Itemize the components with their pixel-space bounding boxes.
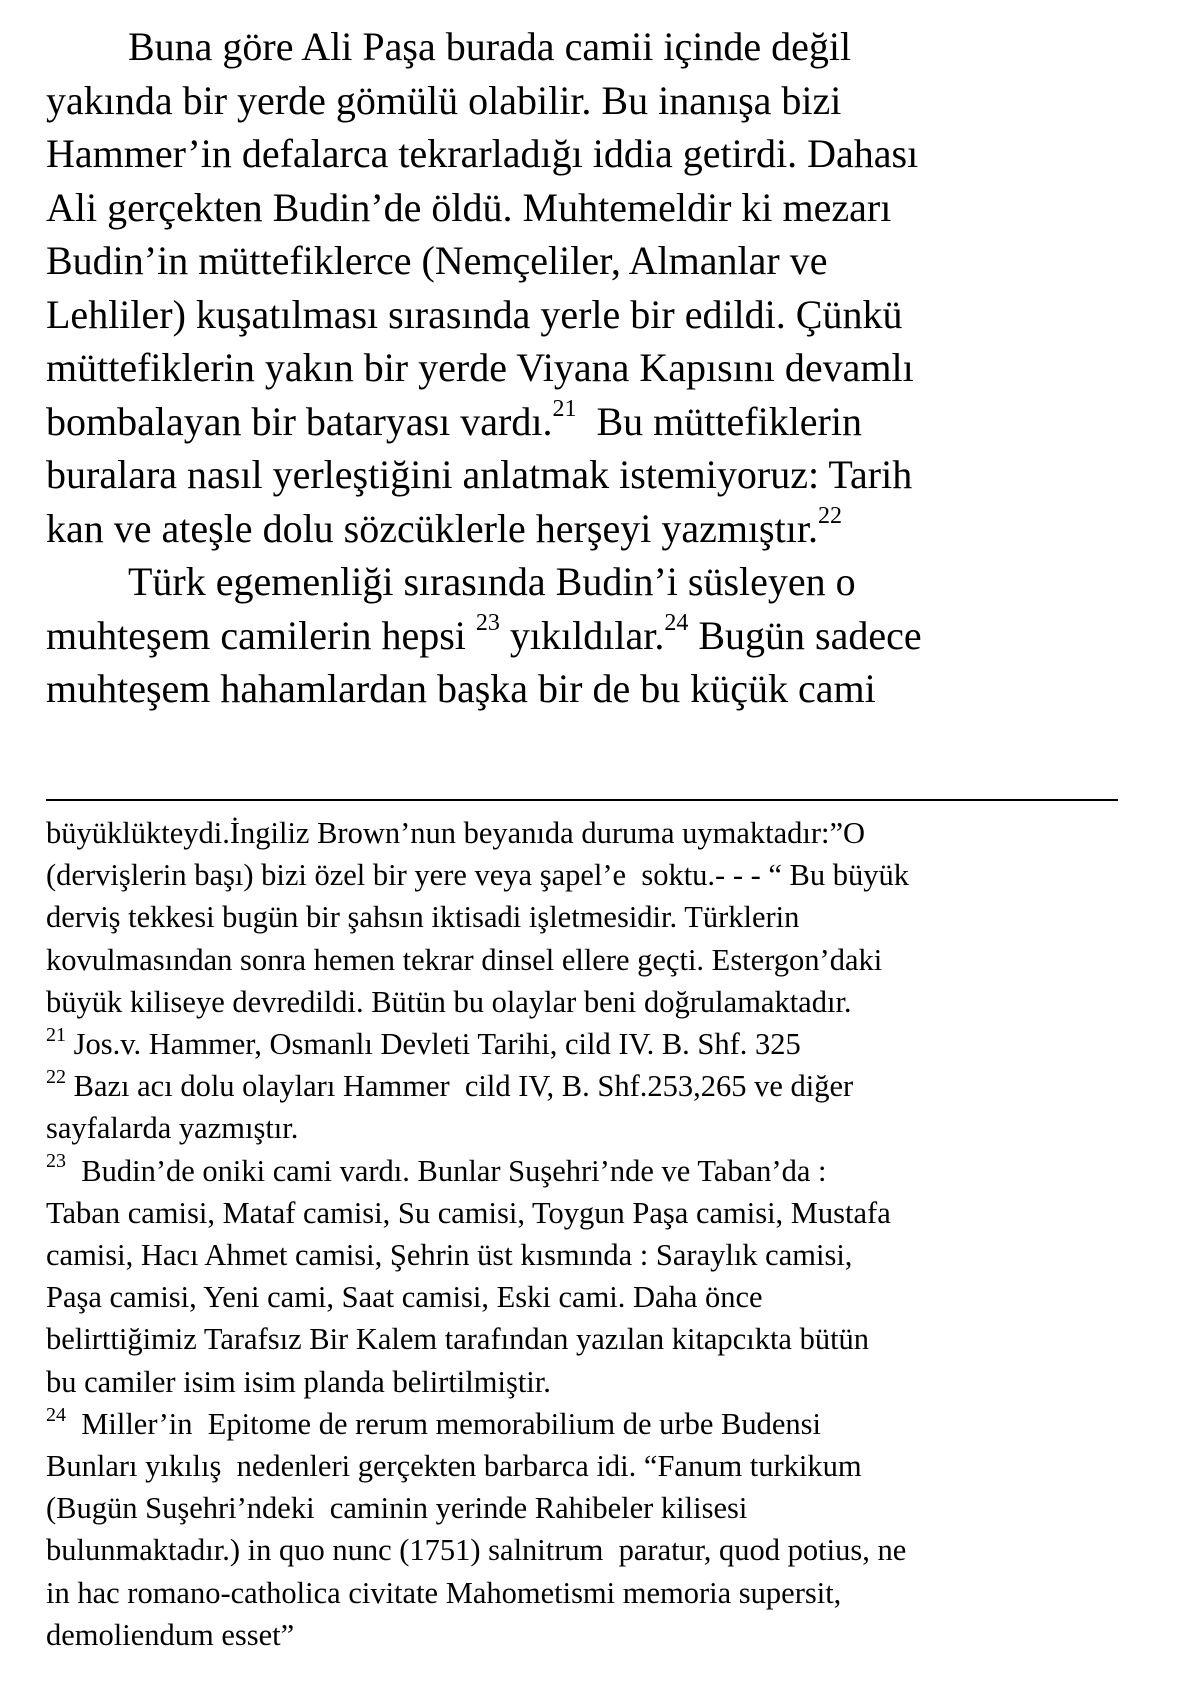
main-line-3: Hammer’in defalarca tekrarladığı iddia getirdi. Dahası <box>46 131 919 176</box>
main-line-6: Lehliler) kuşatılması sırasında yerle bir edildi. Çünkü <box>46 291 903 337</box>
main-line-7: müttefiklerin yakın bir yerde Viyana Kapısını devamlı <box>46 345 914 390</box>
main-line-12-text: muhteşem camilerin hepsi <box>46 612 476 658</box>
main-line-10 <box>46 502 1156 556</box>
footnote-line: camisi, Hacı Ahmet camisi, Şehrin üst kısmında : Saraylık camisi, <box>46 1238 853 1273</box>
footnote-line: Paşa camisi, Yeni cami, Saat camisi, Eski cami. Daha önce <box>46 1280 763 1315</box>
main-line-8 <box>46 395 1156 449</box>
footnote-line: büyük kiliseye devredildi. Bütün bu olaylar beni doğrulamaktadır. <box>46 984 852 1019</box>
footnote-line: (Bugün Suşehri’ndeki caminin yerinde Rahibeler kilisesi <box>46 1491 748 1526</box>
main-line-9: buralara nasıl yerleştiğini anlatmak istemiyoruz: Tarih <box>46 452 913 497</box>
footnote-line: demoliendum esset” <box>46 1617 295 1652</box>
footnote-line: sayfalarda yazmıştır. <box>46 1111 299 1146</box>
main-line-12-tail: Bugün sadece <box>688 612 922 658</box>
footnote-line: derviş tekkesi bugün bir şahsın iktisadi işletmesidir. Türklerin <box>46 900 800 935</box>
footnote-ref-24: 24 <box>664 610 689 637</box>
footnote-line: belirttiğimiz Tarafsız Bir Kalem tarafından yazılan kitapcıkta bütün <box>46 1322 870 1357</box>
footnote-line: bulunmaktadır.) in quo nunc (1751) salnitrum paratur, quod potius, ne <box>46 1533 907 1568</box>
footnote-separator <box>46 799 1118 801</box>
footnote-line: büyüklükteydi.İngiliz Brown’nun beyanıda duruma uymaktadır:”O <box>46 816 866 850</box>
main-line-2: yakında bir yerde gömülü olabilir. Bu inanışa bizi <box>46 77 842 123</box>
footnote-number-23: 23 <box>46 1150 66 1173</box>
main-line-12 <box>46 609 1156 663</box>
footnote-line: Bunları yıkılış nedenleri gerçekten barbarca idi. “Fanum turkikum <box>46 1449 862 1484</box>
main-line-8-text: bombalayan bir bataryası vardı. <box>46 398 553 444</box>
footnote-ref-21: 21 <box>552 396 577 423</box>
footnote-21 <box>46 1023 1156 1065</box>
main-body-text <box>46 20 1156 716</box>
footnote-line: (dervişlerin başı) bizi özel bir yere veya şapel’e soktu.- - - “ Bu büyük <box>46 858 910 893</box>
main-line-8-tail: Bu müttefiklerin <box>576 398 862 444</box>
footnote-23-text: Budin’de oniki cami vardı. Bunlar Suşehri’nde ve Taban’da : <box>66 1153 827 1188</box>
footnote-line: in hac romano-catholica civitate Mahometismi memoria supersit, <box>46 1575 842 1610</box>
footnote-24 <box>46 1403 1156 1445</box>
main-line-4: Ali gerçekten Budin’de öldü. Muhtemeldir ki mezarı <box>46 184 892 230</box>
main-line-12-mid: yıkıldılar. <box>499 612 665 658</box>
footnote-number-21: 21 <box>46 1023 66 1046</box>
footnotes-section <box>46 812 1156 1656</box>
footnote-number-24: 24 <box>46 1403 66 1426</box>
footnote-24-text: Miller’in Epitome de rerum memorabilium de urbe Budensi <box>66 1406 821 1441</box>
footnote-22-text: Bazı acı dolu olayları Hammer cild IV, B. Shf.253,265 ve diğer <box>66 1069 854 1104</box>
footnote-ref-22: 22 <box>817 503 842 530</box>
footnote-ref-23: 23 <box>475 610 500 637</box>
main-line-13: muhteşem hahamlardan başka bir de bu küçük cami <box>46 666 876 711</box>
footnote-number-22: 22 <box>46 1066 66 1089</box>
main-line-5: Budin’in müttefiklerce (Nemçeliler, Almanlar ve <box>46 238 828 283</box>
footnote-line: Taban camisi, Mataf camisi, Su camisi, Toygun Paşa camisi, Mustafa <box>46 1195 891 1230</box>
footnote-23 <box>46 1150 1156 1192</box>
footnote-line: kovulmasından sonra hemen tekrar dinsel ellere geçti. Estergon’daki <box>46 942 883 977</box>
main-line-10-text: kan ve ateşle dolu sözcüklerle herşeyi yazmıştır. <box>46 505 818 551</box>
footnote-line: bu camiler isim isim planda belirtilmiştir. <box>46 1364 551 1399</box>
footnote-22 <box>46 1065 1156 1107</box>
main-line-1: Buna göre Ali Paşa burada camii içinde değil <box>128 24 852 69</box>
footnote-21-text: Jos.v. Hammer, Osmanlı Devleti Tarihi, cild IV. B. Shf. 325 <box>66 1027 801 1062</box>
main-line-11: Türk egemenliği sırasında Budin’i süsleyen o <box>128 559 856 604</box>
